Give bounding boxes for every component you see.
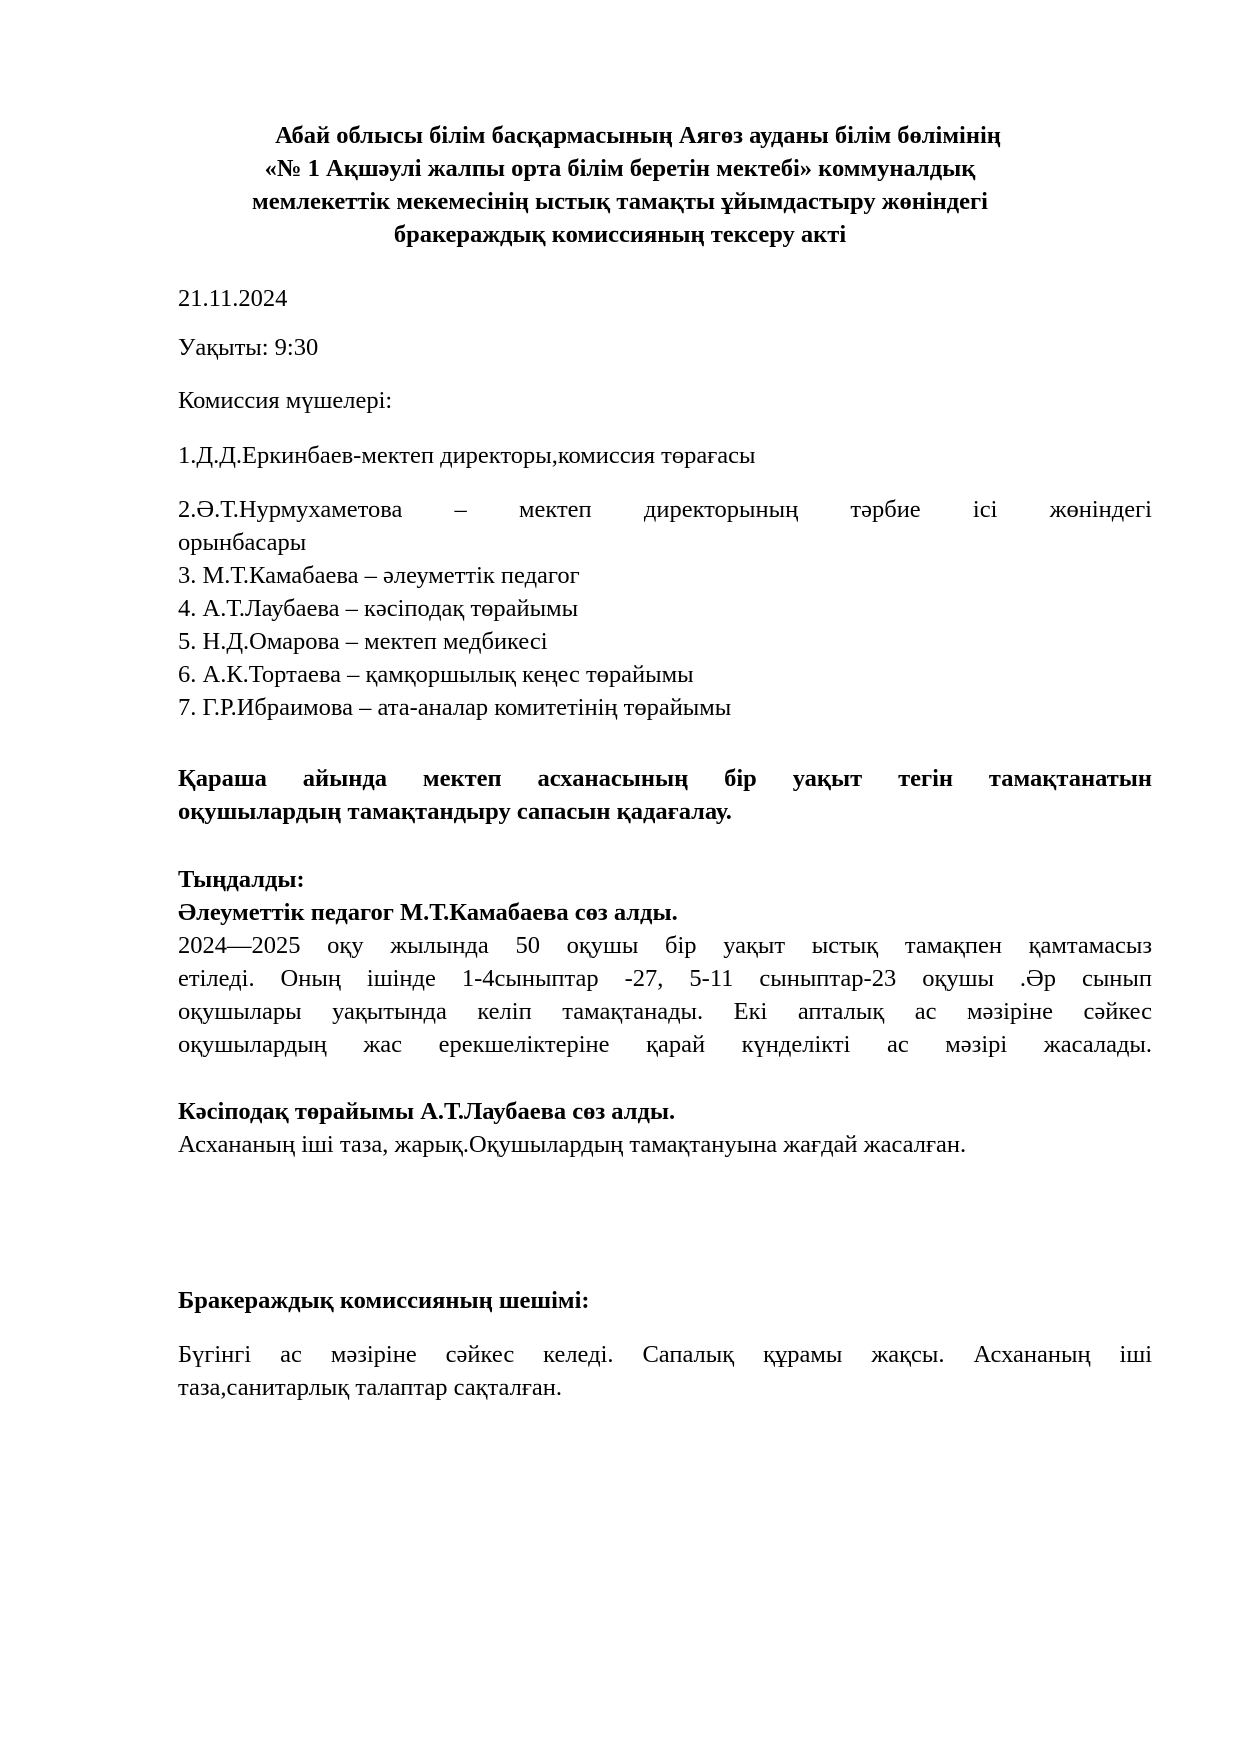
title-line: Абай облысы білім басқармасының Аягөз ауданы білім бөлімінің bbox=[275, 122, 1001, 149]
decision-line: таза,санитарлық талаптар сақталған. bbox=[178, 1374, 563, 1401]
decision-line: Бүгінгі ас мәзіріне сәйкес келеді. Сапалық құрамы жақсы. Асхананың іші bbox=[178, 1341, 1152, 1368]
speech-line: 2024—2025 оқу жылында 50 оқушы бір уақыт ыстық тамақпен қамтамасыз bbox=[178, 932, 1152, 959]
speaker-heading: Әлеуметтік педагог М.Т.Камабаева сөз алды. bbox=[178, 899, 678, 926]
document-title bbox=[160, 119, 1080, 251]
members-heading: Комиссия мүшелері: bbox=[178, 387, 393, 414]
heard-heading: Тыңдалды: bbox=[178, 866, 305, 893]
title-line: бракераждық комиссияның тексеру акті bbox=[393, 221, 847, 248]
member-item: 6. А.К.Тортаева – қамқоршылық кеңес төрайымы bbox=[178, 661, 694, 688]
speech-line: етіледі. Оның ішінде 1-4сыныптар -27, 5-11 сыныптар-23 оқушы .Әр сынып bbox=[178, 965, 1152, 992]
agenda-line: оқушылардың тамақтандыру сапасын қадағалау. bbox=[178, 798, 732, 825]
member-line: орынбасары bbox=[178, 529, 307, 556]
speech-paragraph bbox=[178, 929, 1152, 1061]
agenda-line: Қараша айында мектеп асханасының бір уақыт тегін тамақтанатын bbox=[178, 765, 1152, 792]
title-line: мемлекеттік мекемесінің ыстық тамақты ұйымдастыру жөніндегі bbox=[252, 188, 988, 215]
title-line: «№ 1 Ақшәулі жалпы орта білім беретін мектебі» коммуналдық bbox=[264, 155, 976, 182]
speech-line: оқушылары уақытында келіп тамақтанады. Екі апталық ас мәзіріне сәйкес bbox=[178, 998, 1152, 1025]
member-item: 3. М.Т.Камабаева – әлеуметтік педагог bbox=[178, 562, 580, 589]
member-line: 2.Ә.Т.Нурмухаметова – мектеп директорының тәрбие ісі жөніндегі bbox=[178, 496, 1152, 523]
act-date: 21.11.2024 bbox=[178, 285, 288, 312]
decision-paragraph bbox=[178, 1338, 1152, 1404]
agenda bbox=[178, 762, 1152, 828]
member-item: 5. Н.Д.Омарова – мектеп медбикесі bbox=[178, 628, 548, 655]
speech-line: оқушылардың жас ерекшеліктеріне қарай күнделікті ас мәзірі жасалады. bbox=[178, 1031, 1152, 1058]
speaker-heading: Кәсіподақ төрайымы А.Т.Лаубаева сөз алды. bbox=[178, 1098, 676, 1125]
member-item: 4. А.Т.Лаубаева – кәсіподақ төрайымы bbox=[178, 595, 579, 622]
member-item bbox=[178, 493, 1152, 559]
speech-paragraph: Асхананың іші таза, жарық.Оқушылардың тамақтануына жағдай жасалған. bbox=[178, 1131, 967, 1158]
member-item: 1.Д.Д.Еркинбаев-мектеп директоры,комиссия төрағасы bbox=[178, 442, 756, 469]
act-time: Уақыты: 9:30 bbox=[178, 334, 319, 361]
member-item: 7. Г.Р.Ибраимова – ата-аналар комитетінің төрайымы bbox=[178, 694, 732, 721]
decision-heading: Бракераждық комиссияның шешімі: bbox=[178, 1287, 590, 1314]
